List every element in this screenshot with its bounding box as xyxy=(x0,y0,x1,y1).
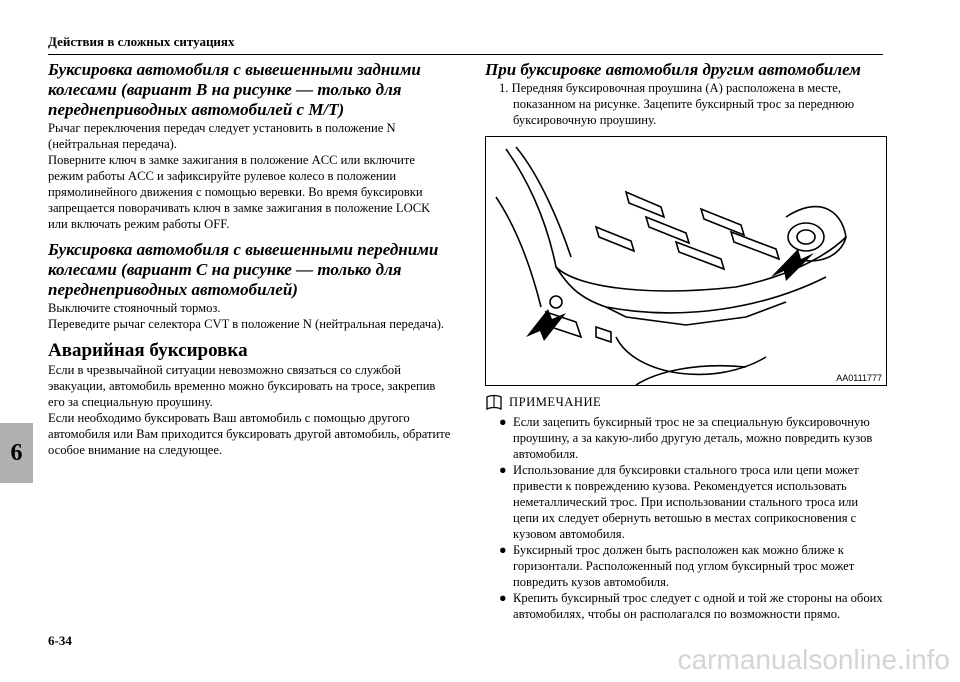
chapter-tab: 6 xyxy=(0,423,33,483)
page-number: 6-34 xyxy=(48,633,72,648)
paragraph: Рычаг переключения передач следует установить в положение N (нейтральная передача). xyxy=(48,121,396,151)
note-pencil-icon xyxy=(485,394,503,410)
paragraph: Переведите рычаг селектора CVT в положение N (нейтральная передача). xyxy=(48,317,445,331)
paragraph: Если в чрезвычайной ситуации невозможно связаться со службой эвакуации, автомобиль временно можно буксировать на тросе, закрепив его за специальную проушину. xyxy=(48,363,436,409)
bullet-icon: ● xyxy=(499,591,507,605)
towing-eye-illustration xyxy=(485,136,887,386)
header-rule xyxy=(48,54,883,55)
note-item xyxy=(485,414,885,462)
note-text: Крепить буксирный трос следует с одной и той же стороны на обоих автомобилях, чтобы он располагался по возможности прямо. xyxy=(513,591,883,621)
left-column xyxy=(48,60,453,466)
section-front-lifted xyxy=(48,240,453,332)
note-item xyxy=(485,590,885,622)
paragraph: Поверните ключ в замке зажигания в положение ACC или включите режим работы ACC и зафиксируйте рулевое колесо в положении прямолинейного движения с помощью веревки. Во время буксировки запрещается поворачивать ключ в замке зажигания в положение LOCK или включать режим работы OFF. xyxy=(48,153,431,231)
note-item xyxy=(485,542,885,590)
note-title: ПРИМЕЧАНИЕ xyxy=(509,394,602,409)
paragraph: Если необходимо буксировать Ваш автомобиль с помощью другого автомобиля или Вам приходится буксировать другой автомобиль, обратите особое внимание на следующее. xyxy=(48,411,451,457)
right-column xyxy=(485,60,885,622)
bullet-icon: ● xyxy=(499,463,507,477)
section-heading: Буксировка автомобиля с вывешенными передними колесами (вариант C на рисунке — только для переднеприводных автомобилей) xyxy=(48,240,439,299)
note-heading xyxy=(485,394,885,410)
arrow-towing-eye xyxy=(526,309,566,341)
car-underbody-drawing xyxy=(486,137,886,385)
note-text: Использование для буксировки стального троса или цепи может привести к повреждению кузова. Рекомендуется использовать неметаллический трос. При использовании стального троса или цепи их следует обернуть ветошью в местах соприкосновения с кузовом автомобиля. xyxy=(513,463,859,541)
section-rear-lifted xyxy=(48,60,453,232)
section-heading: Буксировка автомобиля с вывешенными задними колесами (вариант B на рисунке — только для переднеприводных автомобилей с M/T) xyxy=(48,60,421,119)
instruction-step: 1. Передняя буксировочная проушина (A) расположена в месте, показанном на рисунке. Зацепите буксирный трос за переднюю буксировочную проушину. xyxy=(499,81,855,127)
note-text: Буксирный трос должен быть расположен как можно ближе к горизонтали. Расположенный под углом буксирный трос может повредить кузов автомобиля. xyxy=(513,543,855,589)
section-heading: Аварийная буксировка xyxy=(48,340,248,361)
section-heading: При буксировке автомобиля другим автомобилем xyxy=(485,60,861,79)
note-text: Если зацепить буксирный трос не за специальную буксировочную проушину, а за какую-либо другую деталь, можно повредить кузов автомобиля. xyxy=(513,415,873,461)
note-list xyxy=(485,414,885,622)
section-emergency-towing xyxy=(48,340,453,458)
figure-code: AA0111777 xyxy=(836,373,882,383)
note-item xyxy=(485,462,885,542)
paragraph: Выключите стояночный тормоз. xyxy=(48,301,221,315)
watermark: carmanualsonline.info xyxy=(677,644,950,675)
running-header: Действия в сложных ситуациях xyxy=(48,34,235,49)
bullet-icon: ● xyxy=(499,543,507,557)
bullet-icon: ● xyxy=(499,415,507,429)
